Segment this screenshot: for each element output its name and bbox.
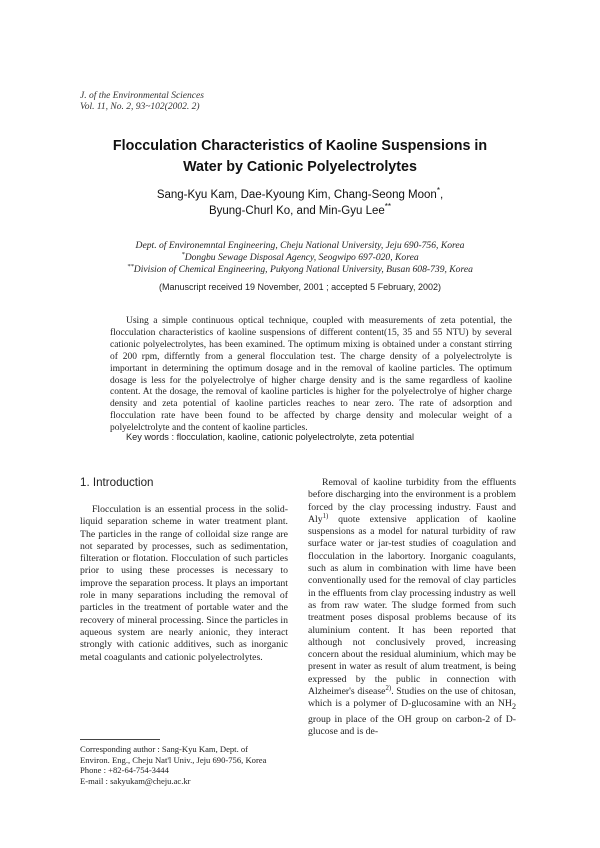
footnote-line: Corresponding author : Sang-Kyu Kam, Dept. of [80,744,249,754]
author-name: Byung-Churl Ko, [208,205,297,217]
affiliation-mark: * [181,250,185,258]
author-name: and Min-Gyu Lee [296,205,385,217]
affiliation-mark: ** [127,262,134,270]
subscript: 2 [511,702,516,712]
affiliation-3: **Division of Chemical Engineering, Pukyong National University, Busan 608-739, Korea [127,262,473,275]
reference-mark: 1) [322,512,329,520]
footnote [80,744,292,786]
keywords-label: Key words : [126,432,177,442]
author-separator: , [439,189,444,201]
reference-mark: 2) [385,684,392,692]
author-name: Chang-Seong Moon [333,189,437,201]
footnote-email: E-mail : sakyukam@cheju.ac.kr [80,775,191,786]
body-right-column: Removal of kaoline turbidity from the effluents before discharging into the environment is a problem forced by the clay processing industry. Faust and Aly$^{1)}$ quote extensive application of kaoline suspensions as a model for natural turbidity of raw surface water or jar-test studies of coagulation and flocculation in the labortory. Inorganic coagulants, such as alum in combination with lime have been conventionally used for the removal of clay particles in the effluents from clay processing industry as well as from raw water. The sludge formed from such treatment poses disposal problems because of its aluminium content. It has been reported that although not conclusively proved, increasing concern about the residual aluminium, which may be present in water as result of alum treatment, is being expressed by the public in connection with Alzheimer's disease$^{2)}$. Studies on the use of chitosan, which is a polymer of D-glucosamine with an $NH_2$ group in place of the OH group on carbon-2 of D-glucose and is de- [308,477,516,737]
footnote-line: Phone : +82-64-754-3444 [80,765,169,776]
footnote-divider [80,739,160,740]
author-list [60,187,540,219]
author-name: Dae-Kyoung Kim, [240,189,334,201]
author-name: Sang-Kyu Kam, [156,189,241,201]
manuscript-dates: (Manuscript received 19 November, 2001 ; accepted 5 February, 2002) [159,282,441,292]
affiliation-mark: * [436,186,440,196]
author-line-2 [60,203,540,219]
journal-name: J. of the Environmental Sciences [80,91,204,101]
affiliations [60,240,540,276]
journal-citation [80,91,204,113]
journal-volume: Vol. 11, No. 2, 93~102(2002. 2) [80,102,200,112]
title-line-2: Water by Cationic Polyelectrolytes [183,159,417,175]
affiliation-1: Dept. of Environemntal Engineering, Cheju National University, Jeju 690-756, Korea [135,240,465,251]
paper-title [60,136,540,178]
footnote-line: Environ. Eng., Cheju Nat'l Univ., Jeju 690-756, Korea [80,754,267,765]
keywords-text: flocculation, kaoline, cationic polyelectrolyte, zeta potential [176,432,415,442]
section-heading: 1. Introduction [80,476,154,489]
title-line-1: Flocculation Characteristics of Kaoline Suspensions in [112,138,488,154]
affiliation-2: *Dongbu Sewage Disposal Agency, Seogwipo 697-020, Korea [181,250,419,263]
keywords [126,432,414,443]
affiliation-mark: ** [384,202,392,212]
author-line-1 [60,187,540,203]
body-left-column: Flocculation is an essential process in the solid-liquid separation scheme in water treatment plant. The particles in the range of colloidal size range are not separated by processes, such as sedimentation, filteration or flotation. Flocculation of such particles prior to using these processes is necessary to improve the separation process. It plays an important role in many separations including the removal of particles in the treatment of portable water and the recovery of mineral processing. Since the particles in aqueous system are nearly anionic, they interact strongly with cationic additives, such as inorganic metal coagulants and cationic polyelectrolytes. [80,504,288,663]
abstract-text: Using a simple continuous optical technique, coupled with measurements of zeta potential, the flocculation characteristics of kaoline suspensions of different content(15, 35 and 55 NTU) by several cationic polyelectrolytes, has been examined. The optimum mixing is obtained under a constant stirring of 200 rpm, differntly from a general flocculation test. The charge density of a polyelectrolyte is important in determining the optimum dosage and in the removal of kaoline particles. The optimum dosage is less for the polyelectrolye of higher charge density and is the same regardless of kaoline content. At the dosage, the removal of kaoline particles is higher for the polyelectrolye of higher charge density and zeta potential of kaoline particles reaches to near zero. The rate of adsorption and flocculation rate have been found to be affected by charge density and molecular weight of a polyelelctrolyte and the content of kaoline particles. [110,316,512,434]
